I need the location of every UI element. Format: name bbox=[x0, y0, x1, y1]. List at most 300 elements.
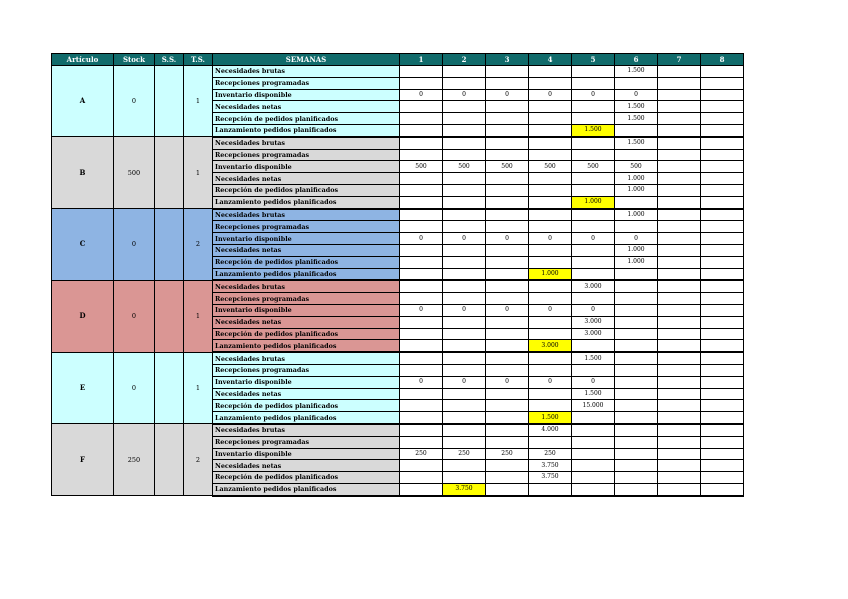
week-cell bbox=[529, 113, 572, 125]
week-cell bbox=[615, 340, 658, 352]
header-row bbox=[52, 54, 744, 66]
week-cell bbox=[443, 124, 486, 136]
week-cell bbox=[572, 412, 615, 424]
week-cell: 0 bbox=[615, 233, 658, 245]
row-label: Recepción de pedidos planificados bbox=[213, 184, 400, 196]
row-label: Necesidades netas bbox=[213, 244, 400, 256]
week-cell bbox=[658, 293, 701, 305]
item-ts: 1 bbox=[184, 66, 213, 137]
week-cell bbox=[443, 77, 486, 89]
item-stock: 500 bbox=[114, 137, 155, 209]
week-cell bbox=[701, 256, 744, 268]
week-cell: 250 bbox=[400, 448, 443, 460]
week-cell: 0 bbox=[443, 304, 486, 316]
week-cell bbox=[486, 412, 529, 424]
week-cell bbox=[486, 101, 529, 113]
row-label: Lanzamiento pedidos planificados bbox=[213, 124, 400, 136]
header-ts: T.S. bbox=[184, 54, 213, 66]
item-ts: 1 bbox=[184, 280, 213, 352]
week-cell bbox=[572, 364, 615, 376]
week-cell: 1.500 bbox=[615, 66, 658, 78]
week-cell bbox=[486, 316, 529, 328]
week-cell: 1.500 bbox=[615, 113, 658, 125]
row-label: Recepciones programadas bbox=[213, 149, 400, 161]
week-cell bbox=[658, 436, 701, 448]
week-cell bbox=[615, 304, 658, 316]
week-cell bbox=[615, 328, 658, 340]
week-cell bbox=[701, 149, 744, 161]
week-cell bbox=[486, 113, 529, 125]
week-cell bbox=[443, 340, 486, 352]
week-cell bbox=[529, 280, 572, 292]
item-ss bbox=[155, 280, 184, 352]
week-cell bbox=[572, 149, 615, 161]
week-cell bbox=[400, 137, 443, 149]
row-label: Lanzamiento pedidos planificados bbox=[213, 483, 400, 495]
week-cell bbox=[701, 424, 744, 436]
week-cell bbox=[658, 173, 701, 185]
week-cell bbox=[572, 184, 615, 196]
week-cell bbox=[572, 101, 615, 113]
week-cell bbox=[658, 412, 701, 424]
week-cell bbox=[615, 364, 658, 376]
week-cell bbox=[701, 268, 744, 280]
week-cell bbox=[486, 293, 529, 305]
week-cell bbox=[658, 460, 701, 472]
week-cell bbox=[443, 293, 486, 305]
week-cell bbox=[615, 149, 658, 161]
row-label: Recepciones programadas bbox=[213, 436, 400, 448]
week-cell bbox=[486, 196, 529, 208]
header-week-7: 7 bbox=[658, 54, 701, 66]
row-label: Lanzamiento pedidos planificados bbox=[213, 196, 400, 208]
week-cell bbox=[615, 352, 658, 364]
week-cell bbox=[572, 256, 615, 268]
week-cell bbox=[701, 66, 744, 78]
week-cell bbox=[658, 124, 701, 136]
week-cell bbox=[701, 173, 744, 185]
week-cell bbox=[572, 137, 615, 149]
week-cell bbox=[486, 124, 529, 136]
row-label: Recepción de pedidos planificados bbox=[213, 328, 400, 340]
row-label: Recepciones programadas bbox=[213, 77, 400, 89]
item-ss bbox=[155, 137, 184, 209]
week-cell bbox=[658, 77, 701, 89]
week-cell bbox=[486, 388, 529, 400]
table-row bbox=[52, 352, 744, 364]
week-cell bbox=[529, 352, 572, 364]
week-cell bbox=[701, 137, 744, 149]
week-cell bbox=[529, 436, 572, 448]
week-cell: 3.750 bbox=[443, 483, 486, 495]
row-label: Recepción de pedidos planificados bbox=[213, 256, 400, 268]
week-cell bbox=[486, 352, 529, 364]
week-cell: 1.500 bbox=[615, 137, 658, 149]
item-name: D bbox=[52, 280, 114, 352]
item-ss bbox=[155, 424, 184, 496]
week-cell bbox=[658, 364, 701, 376]
week-cell bbox=[443, 388, 486, 400]
week-cell: 500 bbox=[443, 161, 486, 173]
week-cell bbox=[486, 460, 529, 472]
week-cell bbox=[486, 149, 529, 161]
week-cell bbox=[529, 137, 572, 149]
week-cell bbox=[701, 472, 744, 484]
week-cell bbox=[529, 209, 572, 221]
header-week-6: 6 bbox=[615, 54, 658, 66]
week-cell bbox=[443, 436, 486, 448]
week-cell bbox=[400, 66, 443, 78]
week-cell bbox=[615, 316, 658, 328]
week-cell bbox=[572, 77, 615, 89]
table-row bbox=[52, 280, 744, 292]
week-cell: 0 bbox=[572, 233, 615, 245]
week-cell bbox=[658, 66, 701, 78]
week-cell: 0 bbox=[572, 89, 615, 101]
week-cell bbox=[658, 256, 701, 268]
item-name: C bbox=[52, 209, 114, 281]
week-cell bbox=[658, 472, 701, 484]
week-cell bbox=[615, 412, 658, 424]
week-cell bbox=[572, 448, 615, 460]
week-cell bbox=[701, 161, 744, 173]
table-row bbox=[52, 137, 744, 149]
week-cell bbox=[400, 328, 443, 340]
week-cell bbox=[529, 124, 572, 136]
week-cell bbox=[443, 209, 486, 221]
week-cell bbox=[443, 196, 486, 208]
week-cell bbox=[486, 364, 529, 376]
week-cell bbox=[658, 101, 701, 113]
week-cell bbox=[529, 293, 572, 305]
week-cell bbox=[443, 173, 486, 185]
week-cell bbox=[400, 173, 443, 185]
week-cell: 250 bbox=[443, 448, 486, 460]
week-cell bbox=[486, 256, 529, 268]
week-cell bbox=[486, 66, 529, 78]
week-cell bbox=[400, 412, 443, 424]
row-label: Necesidades netas bbox=[213, 173, 400, 185]
week-cell bbox=[615, 124, 658, 136]
row-label: Lanzamiento pedidos planificados bbox=[213, 268, 400, 280]
week-cell bbox=[529, 173, 572, 185]
week-cell bbox=[615, 268, 658, 280]
week-cell bbox=[486, 280, 529, 292]
week-cell: 1.000 bbox=[615, 244, 658, 256]
week-cell bbox=[615, 424, 658, 436]
row-label: Inventario disponible bbox=[213, 161, 400, 173]
row-label: Necesidades netas bbox=[213, 316, 400, 328]
week-cell bbox=[701, 113, 744, 125]
item-ss bbox=[155, 352, 184, 424]
week-cell bbox=[529, 149, 572, 161]
row-label: Recepciones programadas bbox=[213, 293, 400, 305]
week-cell bbox=[400, 280, 443, 292]
row-label: Inventario disponible bbox=[213, 448, 400, 460]
week-cell bbox=[658, 209, 701, 221]
week-cell: 1.000 bbox=[529, 268, 572, 280]
week-cell bbox=[701, 400, 744, 412]
item-stock: 0 bbox=[114, 66, 155, 137]
week-cell bbox=[486, 436, 529, 448]
week-cell: 0 bbox=[486, 89, 529, 101]
week-cell: 500 bbox=[529, 161, 572, 173]
week-cell bbox=[572, 293, 615, 305]
week-cell bbox=[400, 472, 443, 484]
week-cell bbox=[615, 196, 658, 208]
week-cell bbox=[701, 352, 744, 364]
row-label: Lanzamiento pedidos planificados bbox=[213, 340, 400, 352]
week-cell bbox=[443, 460, 486, 472]
week-cell bbox=[572, 66, 615, 78]
week-cell: 1.000 bbox=[615, 209, 658, 221]
table-row bbox=[52, 66, 744, 78]
week-cell bbox=[486, 173, 529, 185]
week-cell bbox=[701, 280, 744, 292]
week-cell bbox=[701, 221, 744, 233]
week-cell bbox=[400, 424, 443, 436]
row-label: Necesidades netas bbox=[213, 101, 400, 113]
header-week-2: 2 bbox=[443, 54, 486, 66]
week-cell: 1.500 bbox=[572, 352, 615, 364]
week-cell bbox=[443, 221, 486, 233]
row-label: Necesidades brutas bbox=[213, 424, 400, 436]
week-cell bbox=[443, 66, 486, 78]
row-label: Recepción de pedidos planificados bbox=[213, 400, 400, 412]
week-cell bbox=[529, 196, 572, 208]
week-cell bbox=[486, 184, 529, 196]
week-cell bbox=[443, 352, 486, 364]
week-cell bbox=[443, 268, 486, 280]
week-cell bbox=[701, 196, 744, 208]
week-cell bbox=[400, 77, 443, 89]
week-cell bbox=[486, 340, 529, 352]
item-stock: 0 bbox=[114, 209, 155, 281]
week-cell: 0 bbox=[572, 304, 615, 316]
row-label: Necesidades brutas bbox=[213, 66, 400, 78]
week-cell: 0 bbox=[486, 233, 529, 245]
week-cell: 500 bbox=[486, 161, 529, 173]
header-week-5: 5 bbox=[572, 54, 615, 66]
week-cell bbox=[486, 137, 529, 149]
week-cell bbox=[701, 233, 744, 245]
week-cell bbox=[572, 113, 615, 125]
week-cell: 250 bbox=[529, 448, 572, 460]
week-cell bbox=[400, 209, 443, 221]
week-cell bbox=[400, 221, 443, 233]
week-cell bbox=[658, 316, 701, 328]
row-label: Recepciones programadas bbox=[213, 364, 400, 376]
week-cell bbox=[701, 77, 744, 89]
week-cell bbox=[615, 472, 658, 484]
week-cell bbox=[701, 460, 744, 472]
week-cell bbox=[701, 293, 744, 305]
week-cell bbox=[529, 328, 572, 340]
week-cell bbox=[486, 328, 529, 340]
row-label: Recepción de pedidos planificados bbox=[213, 472, 400, 484]
week-cell bbox=[658, 424, 701, 436]
week-cell bbox=[658, 221, 701, 233]
week-cell: 0 bbox=[400, 233, 443, 245]
item-ss bbox=[155, 209, 184, 281]
header-week-3: 3 bbox=[486, 54, 529, 66]
week-cell bbox=[486, 244, 529, 256]
week-cell bbox=[443, 137, 486, 149]
week-cell bbox=[400, 101, 443, 113]
week-cell bbox=[658, 244, 701, 256]
week-cell bbox=[572, 221, 615, 233]
week-cell bbox=[400, 352, 443, 364]
week-cell bbox=[658, 352, 701, 364]
row-label: Necesidades brutas bbox=[213, 137, 400, 149]
week-cell: 0 bbox=[486, 304, 529, 316]
week-cell bbox=[701, 412, 744, 424]
week-cell bbox=[658, 161, 701, 173]
row-label: Necesidades netas bbox=[213, 460, 400, 472]
row-label: Necesidades brutas bbox=[213, 209, 400, 221]
week-cell bbox=[658, 340, 701, 352]
week-cell: 1.000 bbox=[572, 196, 615, 208]
item-name: E bbox=[52, 352, 114, 424]
item-ts: 2 bbox=[184, 209, 213, 281]
week-cell bbox=[615, 77, 658, 89]
week-cell bbox=[701, 316, 744, 328]
week-cell bbox=[572, 244, 615, 256]
header-week-8: 8 bbox=[701, 54, 744, 66]
week-cell bbox=[701, 101, 744, 113]
week-cell: 0 bbox=[400, 376, 443, 388]
week-cell bbox=[443, 149, 486, 161]
week-cell bbox=[400, 124, 443, 136]
week-cell bbox=[701, 209, 744, 221]
week-cell bbox=[400, 364, 443, 376]
week-cell bbox=[701, 340, 744, 352]
week-cell: 500 bbox=[615, 161, 658, 173]
header-stock: Stock bbox=[114, 54, 155, 66]
header-week-1: 1 bbox=[400, 54, 443, 66]
week-cell bbox=[615, 376, 658, 388]
row-label: Inventario disponible bbox=[213, 376, 400, 388]
week-cell: 0 bbox=[529, 376, 572, 388]
week-cell bbox=[529, 101, 572, 113]
week-cell bbox=[486, 483, 529, 495]
week-cell: 0 bbox=[572, 376, 615, 388]
week-cell: 4.000 bbox=[529, 424, 572, 436]
week-cell: 3.750 bbox=[529, 472, 572, 484]
header-week-4: 4 bbox=[529, 54, 572, 66]
week-cell: 1.500 bbox=[615, 101, 658, 113]
week-cell bbox=[572, 173, 615, 185]
item-name: F bbox=[52, 424, 114, 496]
week-cell bbox=[400, 149, 443, 161]
week-cell bbox=[486, 209, 529, 221]
week-cell bbox=[443, 364, 486, 376]
week-cell bbox=[400, 113, 443, 125]
week-cell bbox=[701, 328, 744, 340]
week-cell bbox=[529, 483, 572, 495]
week-cell bbox=[443, 113, 486, 125]
week-cell: 0 bbox=[400, 89, 443, 101]
week-cell bbox=[615, 448, 658, 460]
table-body bbox=[52, 66, 744, 496]
week-cell bbox=[701, 244, 744, 256]
week-cell bbox=[658, 400, 701, 412]
week-cell: 500 bbox=[400, 161, 443, 173]
week-cell bbox=[529, 66, 572, 78]
week-cell bbox=[529, 221, 572, 233]
week-cell bbox=[658, 304, 701, 316]
week-cell bbox=[701, 376, 744, 388]
week-cell bbox=[615, 436, 658, 448]
week-cell bbox=[658, 89, 701, 101]
week-cell bbox=[615, 400, 658, 412]
week-cell bbox=[443, 101, 486, 113]
week-cell bbox=[658, 268, 701, 280]
table-header bbox=[52, 54, 744, 66]
row-label: Necesidades netas bbox=[213, 388, 400, 400]
week-cell bbox=[615, 221, 658, 233]
week-cell bbox=[615, 388, 658, 400]
week-cell: 0 bbox=[529, 233, 572, 245]
week-cell bbox=[443, 280, 486, 292]
week-cell bbox=[701, 436, 744, 448]
week-cell bbox=[572, 340, 615, 352]
week-cell bbox=[615, 460, 658, 472]
row-label: Inventario disponible bbox=[213, 89, 400, 101]
week-cell bbox=[701, 448, 744, 460]
week-cell: 3.000 bbox=[572, 280, 615, 292]
week-cell bbox=[400, 460, 443, 472]
week-cell bbox=[572, 460, 615, 472]
week-cell bbox=[701, 483, 744, 495]
week-cell bbox=[443, 412, 486, 424]
week-cell bbox=[572, 436, 615, 448]
week-cell: 1.500 bbox=[572, 124, 615, 136]
table-row bbox=[52, 209, 744, 221]
week-cell: 500 bbox=[572, 161, 615, 173]
week-cell bbox=[615, 293, 658, 305]
row-label: Recepciones programadas bbox=[213, 221, 400, 233]
row-label: Inventario disponible bbox=[213, 233, 400, 245]
week-cell: 1.000 bbox=[615, 256, 658, 268]
week-cell bbox=[400, 256, 443, 268]
week-cell bbox=[400, 293, 443, 305]
week-cell: 250 bbox=[486, 448, 529, 460]
week-cell: 1.000 bbox=[615, 173, 658, 185]
week-cell bbox=[400, 184, 443, 196]
week-cell bbox=[400, 316, 443, 328]
header-semanas: SEMANAS bbox=[213, 54, 400, 66]
row-label: Inventario disponible bbox=[213, 304, 400, 316]
week-cell bbox=[701, 124, 744, 136]
week-cell bbox=[400, 340, 443, 352]
week-cell bbox=[400, 244, 443, 256]
week-cell bbox=[400, 400, 443, 412]
week-cell bbox=[443, 400, 486, 412]
week-cell bbox=[443, 472, 486, 484]
week-cell bbox=[400, 196, 443, 208]
week-cell bbox=[658, 483, 701, 495]
week-cell: 1.500 bbox=[572, 388, 615, 400]
week-cell bbox=[486, 472, 529, 484]
week-cell bbox=[486, 77, 529, 89]
week-cell: 3.000 bbox=[529, 340, 572, 352]
week-cell bbox=[658, 196, 701, 208]
week-cell bbox=[658, 280, 701, 292]
row-label: Necesidades brutas bbox=[213, 280, 400, 292]
week-cell bbox=[486, 221, 529, 233]
week-cell bbox=[572, 268, 615, 280]
